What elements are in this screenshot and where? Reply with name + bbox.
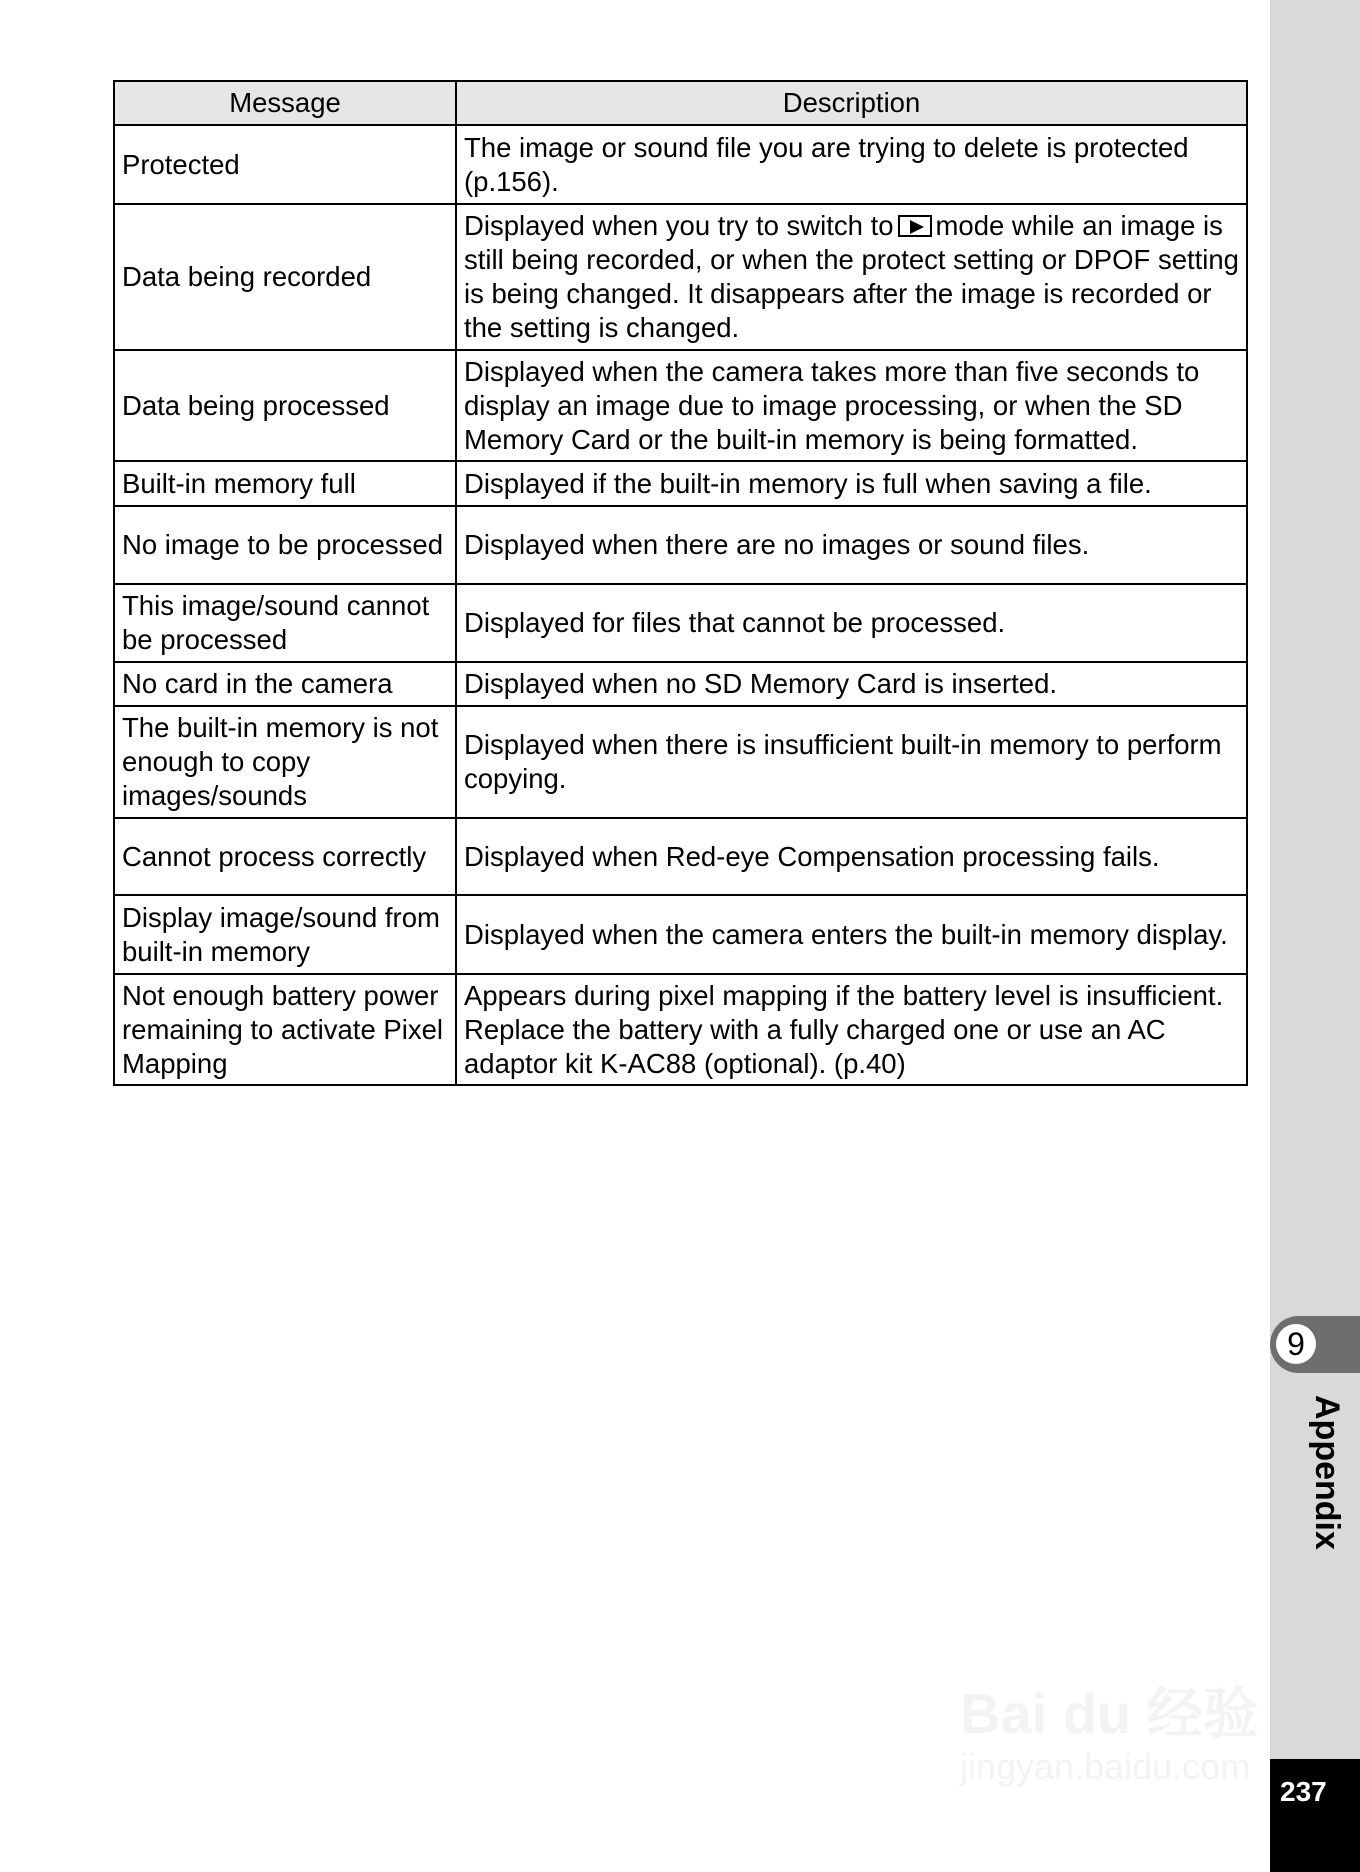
message-cell: Cannot process correctly: [114, 818, 456, 895]
message-cell: No card in the camera: [114, 662, 456, 706]
description-cell: Displayed when there are no images or sound files.: [456, 506, 1247, 584]
description-cell: Displayed when Red-eye Compensation processing fails.: [456, 818, 1247, 895]
table-row: [114, 461, 1247, 506]
message-cell: No image to be processed: [114, 506, 456, 584]
message-cell: The built-in memory is not enough to copy images/sounds: [114, 706, 456, 818]
chapter-number: 9: [1276, 1324, 1316, 1364]
table-header-row: [114, 81, 1247, 125]
column-header-description: Description: [456, 81, 1247, 125]
message-cell: Built-in memory full: [114, 461, 456, 506]
table-row: [114, 584, 1247, 662]
column-header-message: Message: [114, 81, 456, 125]
watermark-logo: Bai du 经验: [960, 1682, 1259, 1745]
playback-mode-icon: [898, 215, 932, 237]
chapter-title-text: Appendix: [1308, 1395, 1346, 1550]
error-messages-table: [113, 80, 1248, 1086]
table-row: [114, 662, 1247, 706]
table-row: [114, 895, 1247, 974]
description-cell: The image or sound file you are trying to delete is protected (p.156).: [456, 125, 1247, 204]
table-row: [114, 706, 1247, 818]
table-row: [114, 350, 1247, 461]
table-row: [114, 818, 1247, 895]
message-cell: This image/sound cannot be processed: [114, 584, 456, 662]
page-number: 237: [1280, 1776, 1327, 1807]
table-row: [114, 974, 1247, 1085]
chapter-title: [1274, 1395, 1354, 1595]
watermark: [960, 1670, 1270, 1820]
table-row: [114, 204, 1247, 350]
message-cell: Data being processed: [114, 350, 456, 461]
description-cell: Appears during pixel mapping if the battery level is insufficient. Replace the battery with a fully charged one or use an AC adaptor kit K-AC88 (optional). (p.40): [456, 974, 1247, 1085]
description-text: Displayed when you try to switch to: [464, 210, 894, 241]
description-cell: Displayed for files that cannot be processed.: [456, 584, 1247, 662]
description-cell: Displayed when there is insufficient built-in memory to perform copying.: [456, 706, 1247, 818]
description-text: mode while an image is still being recorded, or when the protect setting or DPOF setting is being changed. It disappears after the image is recorded or the setting is changed.: [464, 210, 1239, 343]
message-cell: Protected: [114, 125, 456, 204]
message-cell: Data being recorded: [114, 204, 456, 350]
description-cell: Displayed when no SD Memory Card is inserted.: [456, 662, 1247, 706]
description-cell: Displayed when the camera takes more than five seconds to display an image due to image processing, or when the SD Memory Card or the built-in memory is being formatted.: [456, 350, 1247, 461]
description-cell: Displayed if the built-in memory is full when saving a file.: [456, 461, 1247, 506]
message-cell: Not enough battery power remaining to activate Pixel Mapping: [114, 974, 456, 1085]
message-cell: Display image/sound from built-in memory: [114, 895, 456, 974]
description-cell: Displayed when the camera enters the built-in memory display.: [456, 895, 1247, 974]
watermark-url: jingyan.baidu.com: [960, 1746, 1251, 1787]
table-row: [114, 125, 1247, 204]
table-row: [114, 506, 1247, 584]
description-cell: [456, 204, 1247, 350]
